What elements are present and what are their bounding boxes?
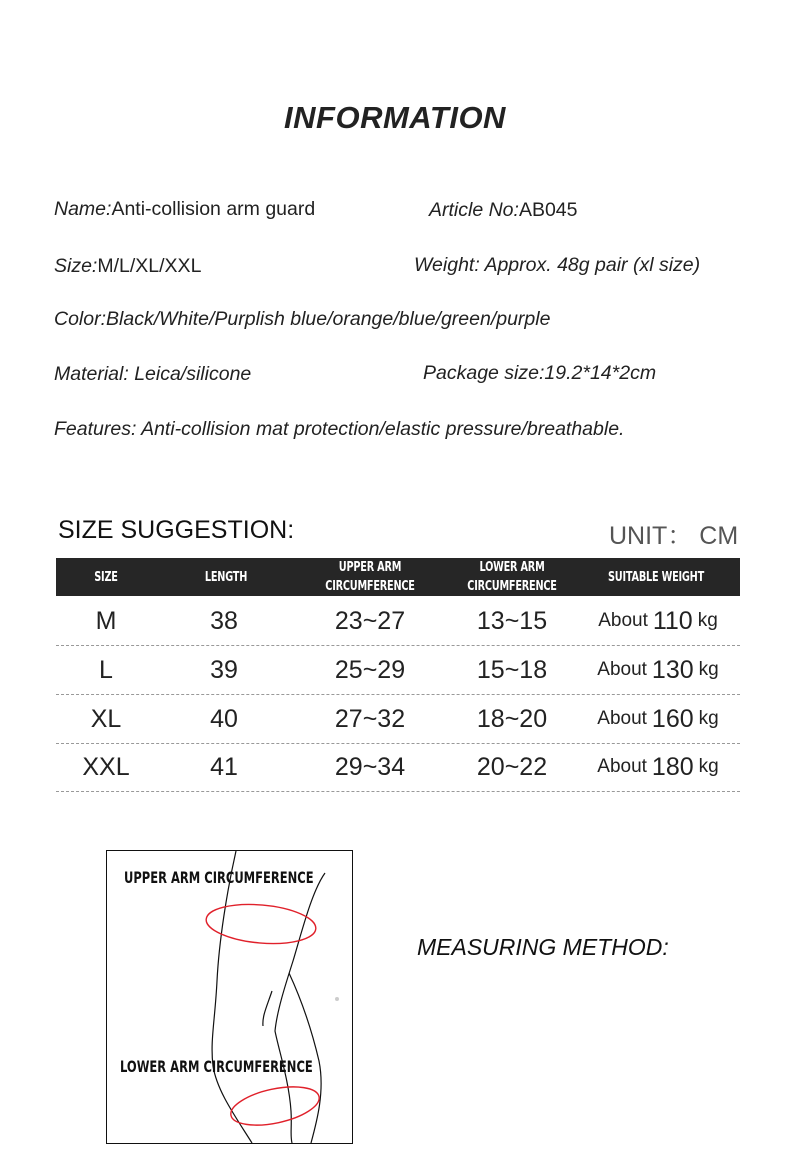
info-name-label: Name: [54,198,112,220]
info-features: Features: Anti-collision mat protection/elastic pressure/breathable. [54,418,625,440]
column-header-size: SIZE [94,568,118,585]
cell-weight: About 130 kg [597,655,719,684]
info-name [54,198,315,221]
table-row [56,597,740,646]
info-weight: Weight: Approx. 48g pair (xl size) [414,254,701,276]
column-header-length: LENGTH [204,568,248,585]
info-package: Package size:19.2*14*2cm [423,362,657,384]
cell-lower: 20~22 [476,752,548,781]
info-size-label: Size: [54,255,98,277]
cell-lower: 15~18 [476,655,548,684]
cell-weight: About 160 kg [597,704,719,733]
cell-weight: About 180 kg [597,752,719,781]
cell-length: 39 [210,655,238,684]
cell-weight: About 110 kg [598,606,718,635]
info-color: Color:Black/White/Purplish blue/orange/blue/green/purple [54,308,551,330]
column-header-lower-arm: LOWER ARM CIRCUMFERENCE [467,559,557,594]
cell-lower: 18~20 [476,704,548,733]
cell-size: L [99,655,113,684]
measuring-method-title: MEASURING METHOD: [417,934,669,960]
column-header-weight: SUITABLE WEIGHT [607,568,705,585]
info-article-label: Article No: [429,199,519,221]
column-header-upper-arm: UPPER ARM CIRCUMFERENCE [325,559,415,594]
cell-upper: 29~34 [334,752,406,781]
info-material: Material: Leica/silicone [54,363,252,385]
cell-lower: 13~15 [476,606,548,635]
table-row [56,743,740,792]
info-size [54,255,201,278]
info-name-value: Anti-collision arm guard [111,198,316,220]
cell-length: 40 [210,704,238,733]
cell-size: M [95,606,117,635]
info-article-value: AB045 [518,199,578,221]
cell-upper: 27~32 [334,704,406,733]
arm-measurement-diagram [106,850,353,1144]
cell-size: XL [90,704,122,733]
cell-upper: 25~29 [334,655,406,684]
info-size-value: M/L/XL/XXL [97,255,202,277]
table-row [56,646,740,695]
arm-outline-icon [107,851,352,1143]
cell-length: 38 [210,606,238,635]
upper-arm-label: UPPER ARM CIRCUMFERENCE [124,868,314,887]
cell-size: XXL [82,752,130,781]
unit-label: UNIT： CM [609,522,739,550]
size-suggestion-title: SIZE SUGGESTION: [58,516,295,544]
page-title: INFORMATION [284,100,506,135]
size-table-header [56,558,740,596]
info-article [429,199,578,222]
cell-length: 41 [210,752,238,781]
cell-upper: 23~27 [334,606,406,635]
lower-arm-label: LOWER ARM CIRCUMFERENCE [120,1057,313,1076]
table-row [56,695,740,744]
